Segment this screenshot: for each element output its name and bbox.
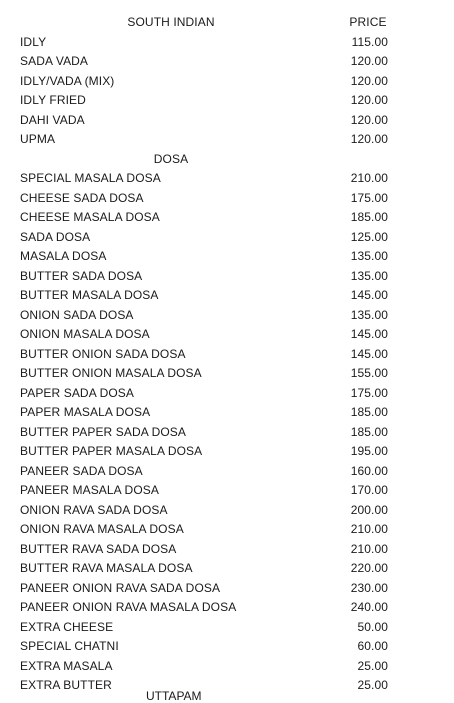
menu-item-row — [0, 559, 454, 579]
next-section-title-cutoff — [146, 689, 202, 703]
menu-item-name: SPECIAL CHATNI — [20, 639, 119, 653]
menu-item-row — [0, 169, 454, 189]
menu-item-name: IDLY FRIED — [20, 93, 86, 107]
menu-item-name: BUTTER SADA DOSA — [20, 268, 143, 283]
menu-item-name: EXTRA CHEESE — [20, 619, 114, 634]
menu-item-name: BUTTER PAPER MASALA DOSA — [20, 444, 203, 458]
menu-item-name: MASALA DOSA — [20, 249, 107, 263]
menu-item-price: 145.00 — [350, 346, 388, 361]
menu-item-name: PANEER MASALA DOSA — [20, 483, 159, 497]
menu-item-price: 155.00 — [350, 366, 388, 380]
menu-item-price: 60.00 — [357, 639, 388, 653]
menu-item-row — [0, 247, 454, 267]
menu-item-price: 135.00 — [350, 307, 388, 322]
menu-item-name: BUTTER ONION MASALA DOSA — [20, 366, 202, 380]
menu-item-row — [0, 676, 454, 696]
price-column-header: PRICE — [349, 15, 387, 29]
menu-item-row — [0, 325, 454, 345]
menu-item-price: 210.00 — [350, 171, 388, 185]
menu-item-row — [0, 520, 454, 540]
menu-item-name: ONION MASALA DOSA — [20, 327, 150, 341]
menu-item-price: 25.00 — [357, 658, 388, 673]
menu-item-row — [0, 618, 454, 638]
menu-item-price: 210.00 — [350, 522, 388, 536]
dosa-items — [0, 169, 454, 696]
menu-item-price: 170.00 — [350, 483, 388, 497]
menu-item-price: 195.00 — [350, 444, 388, 458]
menu-item-price: 135.00 — [350, 249, 388, 263]
menu-item-name: BUTTER RAVA SADA DOSA — [20, 541, 177, 556]
menu-item-row — [0, 52, 454, 72]
menu-item-name: BUTTER PAPER SADA DOSA — [20, 424, 187, 439]
menu-item-name: ONION RAVA MASALA DOSA — [20, 522, 184, 536]
menu-item-price: 25.00 — [357, 678, 388, 692]
dosa-section-header — [0, 150, 454, 170]
menu-item-row — [0, 501, 454, 521]
menu-item-row — [0, 598, 454, 618]
menu-item-row — [0, 637, 454, 657]
menu-item-row — [0, 442, 454, 462]
menu-item-price: 135.00 — [350, 268, 388, 283]
menu-item-price: 145.00 — [350, 327, 388, 341]
menu-item-price: 115.00 — [351, 34, 388, 49]
menu-item-price: 50.00 — [357, 619, 388, 634]
menu-item-row — [0, 423, 454, 443]
menu-item-price: 185.00 — [350, 210, 388, 224]
menu-item-price: 230.00 — [350, 580, 388, 595]
menu-item-price: 240.00 — [350, 600, 388, 614]
menu-list — [0, 13, 454, 696]
menu-item-price: 145.00 — [350, 288, 388, 302]
menu-item-row — [0, 657, 454, 677]
menu-item-name: BUTTER RAVA MASALA DOSA — [20, 561, 193, 575]
menu-item-price: 200.00 — [350, 502, 388, 517]
menu-item-name: IDLY — [20, 34, 47, 49]
menu-item-name: PAPER MASALA DOSA — [20, 405, 151, 419]
menu-item-name: BUTTER ONION SADA DOSA — [20, 346, 186, 361]
menu-item-row — [0, 286, 454, 306]
menu-item-name: CHEESE SADA DOSA — [20, 190, 144, 205]
menu-item-name: CHEESE MASALA DOSA — [20, 210, 160, 224]
menu-item-price: 220.00 — [350, 561, 388, 575]
menu-item-row — [0, 72, 454, 92]
menu-item-price: 120.00 — [350, 73, 388, 88]
menu-item-price: 185.00 — [350, 424, 388, 439]
menu-item-row — [0, 462, 454, 482]
menu-item-row — [0, 306, 454, 326]
menu-item-name: BUTTER MASALA DOSA — [20, 288, 159, 302]
menu-item-row — [0, 579, 454, 599]
section-title-dosa: DOSA — [153, 151, 189, 166]
menu-item-price: 185.00 — [350, 405, 388, 419]
menu-item-name: IDLY/VADA (MIX) — [20, 73, 115, 88]
menu-item-name: EXTRA MASALA — [20, 658, 113, 673]
menu-item-name: SADA DOSA — [20, 229, 91, 244]
next-section-title: UTTAPAM — [146, 689, 202, 703]
menu-item-name: UPMA — [20, 132, 56, 146]
menu-item-name: ONION SADA DOSA — [20, 307, 134, 322]
menu-item-name: DAHI VADA — [20, 112, 85, 127]
menu-header-row — [0, 13, 454, 33]
menu-item-price: 120.00 — [350, 93, 388, 107]
menu-item-name: ONION RAVA SADA DOSA — [20, 502, 168, 517]
menu-item-row — [0, 403, 454, 423]
menu-item-row — [0, 208, 454, 228]
menu-item-price: 175.00 — [350, 385, 388, 400]
menu-item-name: SADA VADA — [20, 54, 89, 68]
menu-item-row — [0, 91, 454, 111]
menu-item-row — [0, 345, 454, 365]
menu-item-price: 160.00 — [350, 463, 388, 478]
menu-item-price: 175.00 — [350, 190, 388, 205]
menu-item-name: PANEER ONION RAVA SADA DOSA — [20, 580, 221, 595]
menu-item-name: PANEER SADA DOSA — [20, 463, 143, 478]
menu-item-row — [0, 540, 454, 560]
menu-item-name: PANEER ONION RAVA MASALA DOSA — [20, 600, 237, 614]
menu-item-price: 210.00 — [350, 541, 388, 556]
menu-item-row — [0, 384, 454, 404]
section-title-south-indian: SOUTH INDIAN — [127, 15, 215, 29]
south-indian-items — [0, 33, 454, 150]
menu-item-row — [0, 33, 454, 53]
menu-item-price: 125.00 — [350, 229, 388, 244]
menu-item-row — [0, 189, 454, 209]
menu-item-price: 120.00 — [350, 54, 388, 68]
menu-item-row — [0, 364, 454, 384]
menu-item-name: PAPER SADA DOSA — [20, 385, 134, 400]
menu-item-row — [0, 228, 454, 248]
menu-item-row — [0, 267, 454, 287]
menu-item-price: 120.00 — [350, 112, 388, 127]
menu-item-row — [0, 130, 454, 150]
menu-item-row — [0, 111, 454, 131]
menu-item-row — [0, 481, 454, 501]
menu-item-name: SPECIAL MASALA DOSA — [20, 171, 161, 185]
menu-item-name: EXTRA BUTTER — [20, 678, 112, 692]
menu-item-price: 120.00 — [350, 132, 388, 146]
